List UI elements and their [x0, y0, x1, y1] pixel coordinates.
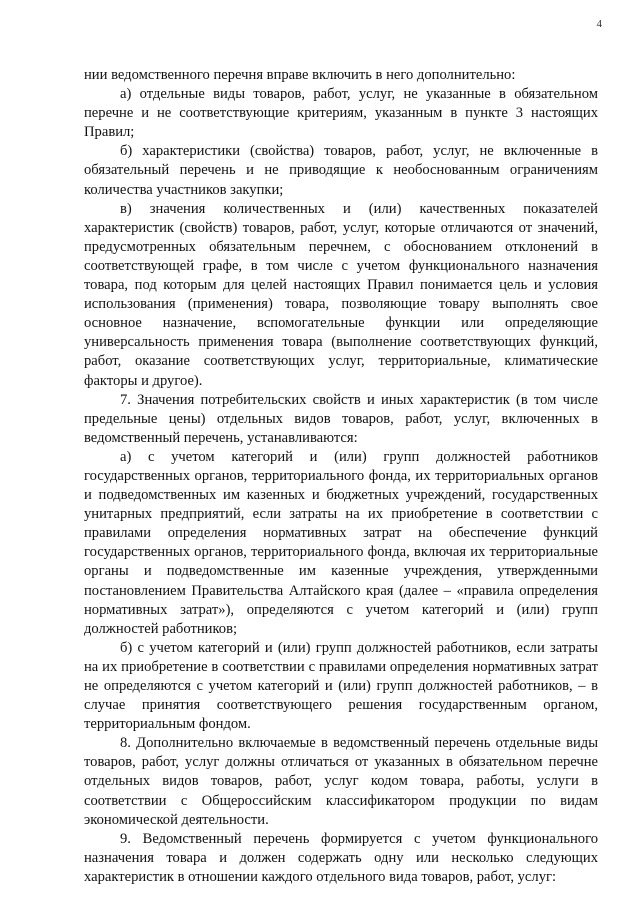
page-number: 4 [596, 18, 602, 30]
paragraph-clause-8: 8. Дополнительно включаемые в ведомственный перечень отдельные виды товаров, работ, услуг должны отличаться от указанных в обязательном перечне отдельных видов товаров, работ, услуг кодом товара, работы, услуги в соответствии с Общероссийским классификатором продукции по видам экономической деятельности. [84, 735, 598, 828]
paragraph-item-a: а) отдельные виды товаров, работ, услуг, не указанные в обязательном перечне и не соответствующие критериям, указанным в пункте 3 настоящих Правил; [84, 86, 598, 141]
paragraph-clause-7-a: а) с учетом категорий и (или) групп должностей работников государственных органов, территориального фонда, их территориальных органов и подведомственных им казенных и бюджетных учреждений, государственных унитарных предприятий, если затраты на их приобретение в соответствии с правилами определения нормативных затрат на обеспечение функций государственных органов, территориального фонда, включая их территориальные органы и подведомственные им казенные учреждения, утвержденными постановлением Правительства Алтайского края (далее – «правила определения нормативных затрат»), определяются с учетом категорий и (или) групп должностей работников; [84, 448, 598, 637]
paragraph-clause-7: 7. Значения потребительских свойств и иных характеристик (в том числе предельные цены) отдельных видов товаров, работ, услуг, включенных в ведомственный перечень, устанавливаются: [84, 391, 598, 446]
paragraph-item-b: б) характеристики (свойства) товаров, работ, услуг, не включенные в обязательный перечень и не приводящие к необоснованным ограничениям количества участников закупки; [84, 143, 598, 198]
document-body [84, 66, 598, 887]
paragraph-item-v: в) значения количественных и (или) качественных показателей характеристик (свойств) товаров, работ, услуг, которые отличаются от значений, предусмотренных обязательным перечнем, с обоснованием отклонений в соответствующей графе, в том числе с учетом функционального назначения товара, под которым для целей настоящих Правил понимается цель и условия использования (применения) товара, позволяющие товару выполнять свое основное назначение, вспомогательные функции или определяющие универсальность применения товара (выполнение соответствующих функций, работ, оказание соответствующих услуг, территориальные, климатические факторы и другое). [84, 200, 598, 389]
paragraph-continuation: нии ведомственного перечня вправе включить в него дополнительно: [84, 67, 516, 83]
paragraph-clause-9: 9. Ведомственный перечень формируется с учетом функционального назначения товара и должен содержать одну или несколько следующих характеристик в отношении каждого отдельного вида товаров, работ, услуг: [84, 830, 598, 885]
paragraph-clause-7-b: б) с учетом категорий и (или) групп должностей работников, если затраты на их приобретение в соответствии с правилами определения нормативных затрат не определяются с учетом категорий и (или) групп должностей работников, – в случае принятия соответствующего решения государственным органом, территориальным фондом. [84, 639, 598, 733]
